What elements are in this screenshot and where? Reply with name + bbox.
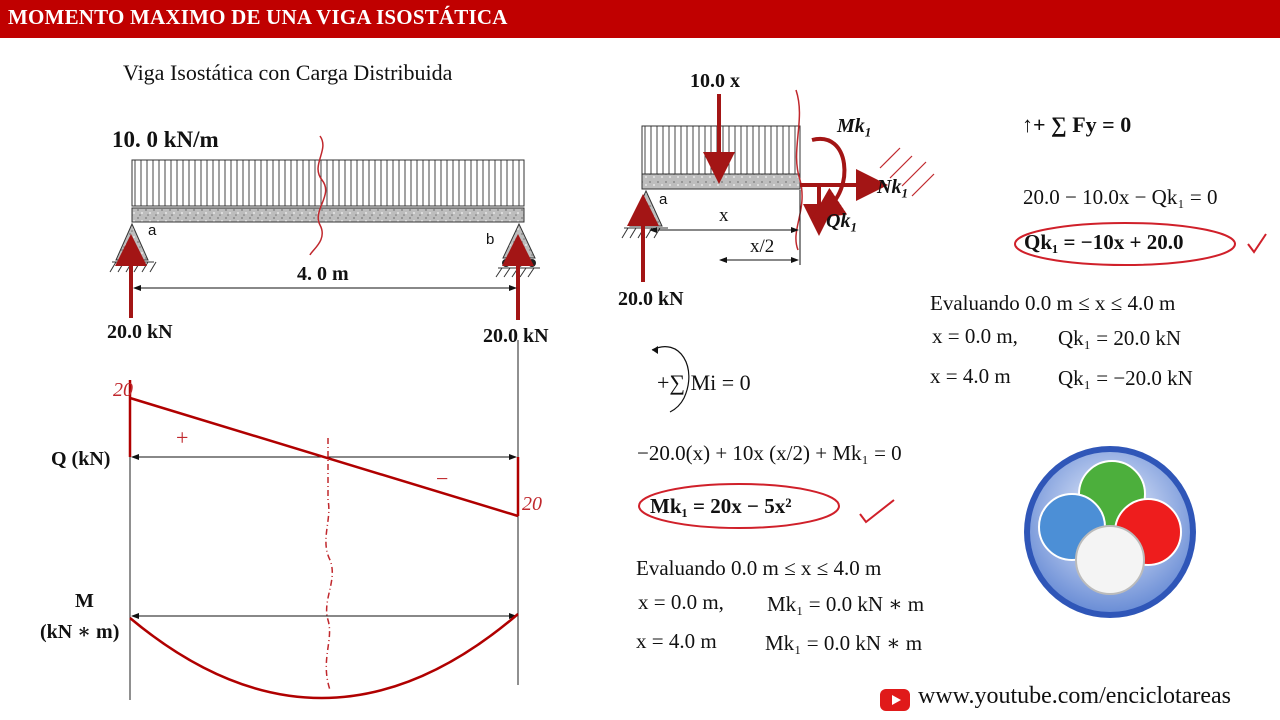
fbd-load-label: 10.0 x	[690, 70, 740, 92]
q-eval-x0: x = 0.0 m,	[932, 324, 1018, 348]
sum-fy-title: ↑+ ∑ Fy = 0	[1022, 112, 1132, 137]
sum-mi-title: +∑ Mi = 0	[657, 370, 751, 395]
q-plus-sign: +	[176, 425, 189, 450]
m-eval-x0-value: Mk₁ = 0.0 kN ∗ m	[767, 592, 925, 616]
distributed-load	[132, 160, 524, 206]
reaction-b-label: 20.0 kN	[483, 325, 549, 347]
youtube-icon[interactable]	[880, 689, 910, 711]
q-eval-x0-value: Qk₁ = 20.0 kN	[1058, 326, 1181, 350]
m-axis-units: (kN ∗ m)	[40, 621, 120, 643]
fbd-support-label: a	[659, 191, 668, 208]
q-eval-x4-value: Qk₁ = −20.0 kN	[1058, 366, 1193, 390]
beam	[132, 208, 524, 222]
sum-fy-equation: 20.0 − 10.0x − Qk₁ = 0	[1023, 185, 1218, 209]
q-minus-sign: −	[436, 466, 449, 491]
m-eval-x4-value: Mk₁ = 0.0 kN ∗ m	[765, 631, 923, 655]
page-title: MOMENTO MAXIMO DE UNA VIGA ISOSTÁTICA	[8, 5, 508, 29]
fbd-reaction-label: 20.0 kN	[618, 288, 684, 310]
fbd-support	[630, 191, 662, 226]
q-left-value: 20	[113, 379, 133, 401]
diagram-subtitle: Viga Isostática con Carga Distribuida	[123, 60, 453, 85]
m-eval-x4: x = 4.0 m	[636, 629, 717, 653]
q-axis-label: Q (kN)	[51, 448, 111, 470]
q-eval-x4: x = 4.0 m	[930, 364, 1011, 388]
max-moment-cut	[326, 438, 332, 690]
support-a-label: a	[148, 222, 157, 239]
four-circles-logo	[1020, 442, 1200, 622]
span-label: 4. 0 m	[297, 263, 349, 285]
fbd-moment-label: $Mk_1$	[837, 115, 872, 140]
fbd-shear-label: $Qk_1$	[826, 210, 857, 235]
fbd-xhalf-label: x/2	[750, 236, 775, 257]
fbd-beam	[642, 174, 800, 189]
m-axis-label: M	[75, 590, 94, 612]
eval-range-m: Evaluando 0.0 m ≤ x ≤ 4.0 m	[636, 556, 882, 580]
m-eval-x0: x = 0.0 m,	[638, 590, 724, 614]
fbd-moment-arrow	[812, 139, 844, 210]
support-b-label: b	[486, 231, 495, 248]
reaction-a-label: 20.0 kN	[107, 321, 173, 343]
mk-result: Mk₁ = 20x − 5x²	[650, 494, 792, 518]
sum-mi-equation: −20.0(x) + 10x (x/2) + Mk₁ = 0	[637, 441, 902, 465]
moment-diagram	[130, 614, 518, 698]
fbd-x-label: x	[719, 205, 729, 226]
qk-result: Qk₁ = −10x + 20.0	[1024, 230, 1184, 254]
distributed-load-label: 10. 0 kN/m	[112, 127, 219, 152]
fbd-axial-label: $Nk_1$	[877, 176, 908, 201]
q-right-value: 20	[522, 493, 542, 515]
eval-range-q: Evaluando 0.0 m ≤ x ≤ 4.0 m	[930, 291, 1176, 315]
channel-url[interactable]: www.youtube.com/enciclotareas	[918, 683, 1231, 709]
